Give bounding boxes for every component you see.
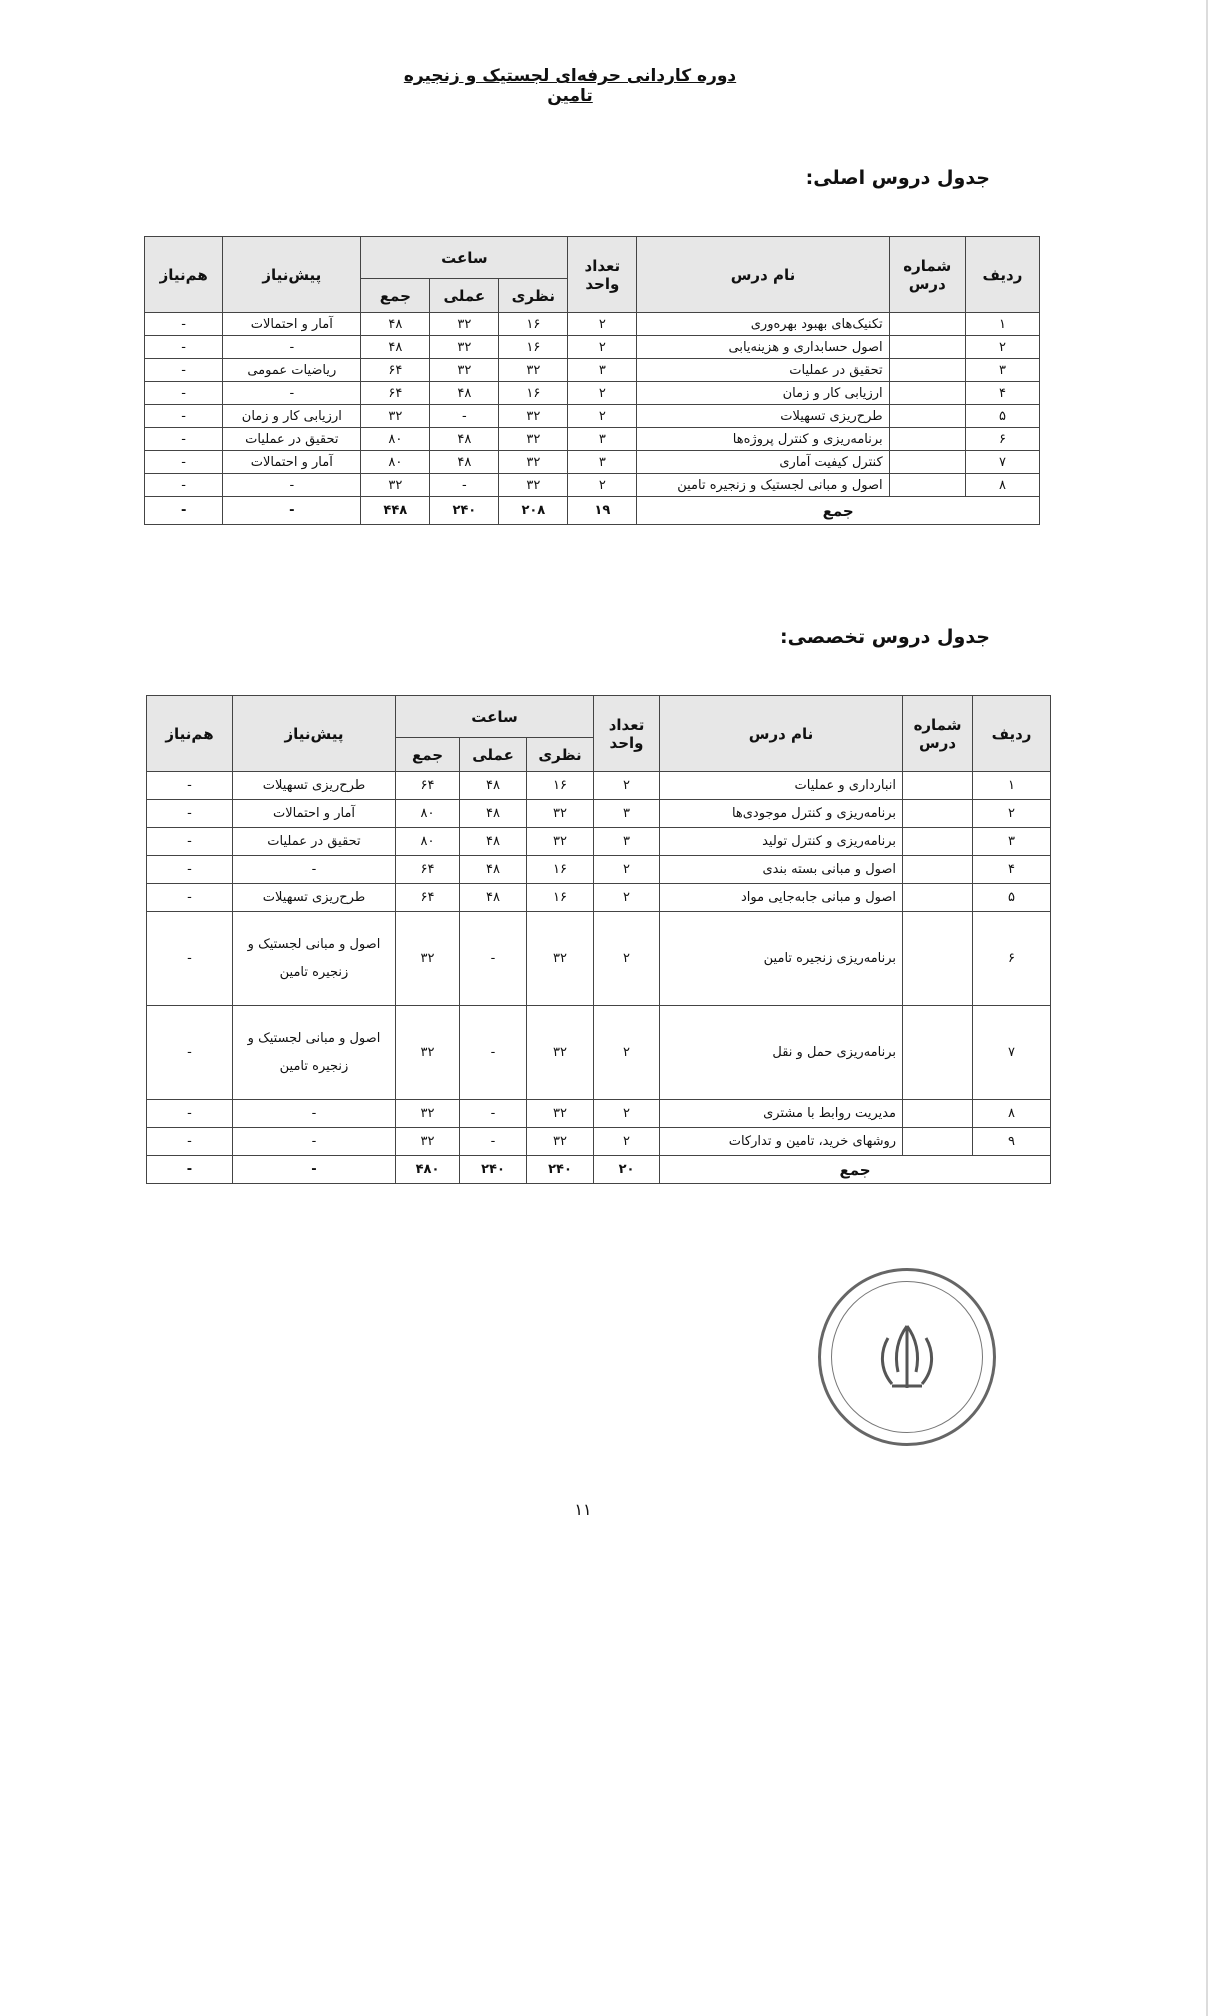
total-hours-cell: ۴۸۰ xyxy=(396,1156,460,1184)
course-code-cell xyxy=(889,313,965,336)
table-row xyxy=(147,1006,1051,1100)
total-hours-cell: ۶۴ xyxy=(396,772,460,800)
theory-hours-cell: ۱۶ xyxy=(499,336,568,359)
table-row xyxy=(145,428,1040,451)
total-theory-cell: ۲۰۸ xyxy=(499,497,568,525)
course-code-cell xyxy=(889,359,965,382)
row-number-cell: ۳ xyxy=(965,359,1039,382)
prerequisite-cell: - xyxy=(233,1128,396,1156)
prerequisite-cell: - xyxy=(223,474,361,497)
units-cell: ۲ xyxy=(568,336,637,359)
total-hours-cell: ۴۸ xyxy=(361,336,430,359)
units-cell: ۳ xyxy=(568,359,637,382)
prerequisite-cell: - xyxy=(233,856,396,884)
course-code-cell xyxy=(903,912,973,1006)
main-courses-body xyxy=(145,313,1040,525)
corequisite-cell: - xyxy=(145,382,223,405)
theory-hours-cell: ۳۲ xyxy=(527,1128,594,1156)
table-row xyxy=(147,884,1051,912)
header-hours: ساعت xyxy=(396,696,594,738)
row-number-cell: ۱ xyxy=(973,772,1051,800)
corequisite-cell: - xyxy=(145,451,223,474)
prerequisite-cell: تحقیق در عملیات xyxy=(233,828,396,856)
header-course-name: نام درس xyxy=(637,237,889,313)
corequisite-cell: - xyxy=(147,1128,233,1156)
total-units-cell: ۲۰ xyxy=(594,1156,660,1184)
units-cell: ۲ xyxy=(568,474,637,497)
units-cell: ۲ xyxy=(568,382,637,405)
course-code-cell xyxy=(903,1100,973,1128)
units-cell: ۲ xyxy=(594,856,660,884)
practical-hours-cell: ۴۸ xyxy=(460,772,527,800)
theory-hours-cell: ۳۲ xyxy=(527,800,594,828)
row-number-cell: ۲ xyxy=(973,800,1051,828)
corequisite-cell: - xyxy=(145,313,223,336)
practical-hours-cell: ۴۸ xyxy=(430,382,499,405)
course-code-cell xyxy=(889,405,965,428)
course-code-cell xyxy=(889,382,965,405)
header-theory: نظری xyxy=(499,279,568,313)
corequisite-cell: - xyxy=(145,474,223,497)
theory-hours-cell: ۳۲ xyxy=(499,359,568,382)
prerequisite-cell: ارزیابی کار و زمان xyxy=(223,405,361,428)
course-code-cell xyxy=(903,772,973,800)
total-corequisite-cell: - xyxy=(145,497,223,525)
units-cell: ۲ xyxy=(594,884,660,912)
header-corequisite: هم‌نیاز xyxy=(145,237,223,313)
course-name-cell: برنامه‌ریزی و کنترل پروژه‌ها xyxy=(637,428,889,451)
theory-hours-cell: ۳۲ xyxy=(499,451,568,474)
table-row xyxy=(147,1128,1051,1156)
prerequisite-cell: تحقیق در عملیات xyxy=(223,428,361,451)
prerequisite-cell: اصول و مبانی لجستیک و زنجیره تامین xyxy=(233,912,396,1006)
prerequisite-cell: طرح‌ریزی تسهیلات xyxy=(233,772,396,800)
table-header-row xyxy=(145,237,1040,279)
header-prerequisite: پیش‌نیاز xyxy=(233,696,396,772)
total-hours-cell: ۶۴ xyxy=(396,856,460,884)
table-row xyxy=(147,828,1051,856)
units-cell: ۲ xyxy=(594,1128,660,1156)
table-row xyxy=(145,474,1040,497)
special-courses-table xyxy=(146,695,1051,1184)
corequisite-cell: - xyxy=(145,405,223,428)
theory-hours-cell: ۳۲ xyxy=(499,428,568,451)
practical-hours-cell: - xyxy=(460,912,527,1006)
practical-hours-cell: - xyxy=(460,1006,527,1100)
units-cell: ۳ xyxy=(568,451,637,474)
course-code-cell xyxy=(903,884,973,912)
prerequisite-cell: آمار و احتمالات xyxy=(223,313,361,336)
course-name-cell: برنامه‌ریزی و کنترل موجودی‌ها xyxy=(660,800,903,828)
theory-hours-cell: ۱۶ xyxy=(527,884,594,912)
row-number-cell: ۴ xyxy=(973,856,1051,884)
row-number-cell: ۶ xyxy=(973,912,1051,1006)
practical-hours-cell: ۴۸ xyxy=(460,856,527,884)
total-hours-cell: ۶۴ xyxy=(361,382,430,405)
page-edge-line xyxy=(1206,0,1208,2016)
course-name-cell: طرح‌ریزی تسهیلات xyxy=(637,405,889,428)
total-hours-cell: ۶۴ xyxy=(361,359,430,382)
corequisite-cell: - xyxy=(147,800,233,828)
table-row xyxy=(145,336,1040,359)
header-practical: عملی xyxy=(460,738,527,772)
header-hours: ساعت xyxy=(361,237,568,279)
header-theory: نظری xyxy=(527,738,594,772)
header-units: تعداد واحد xyxy=(594,696,660,772)
table-total-row xyxy=(147,1156,1051,1184)
header-units: تعداد واحد xyxy=(568,237,637,313)
course-name-cell: کنترل کیفیت آماری xyxy=(637,451,889,474)
prerequisite-cell: - xyxy=(223,382,361,405)
course-name-cell: مدیریت روابط با مشتری xyxy=(660,1100,903,1128)
header-practical: عملی xyxy=(430,279,499,313)
total-label-cell: جمع xyxy=(637,497,1040,525)
theory-hours-cell: ۳۲ xyxy=(499,405,568,428)
corequisite-cell: - xyxy=(147,912,233,1006)
page-title: دوره کاردانی حرفه‌ای لجستیک و زنجیره تامین xyxy=(403,66,737,106)
main-courses-title: جدول دروس اصلی: xyxy=(805,167,990,189)
row-number-cell: ۴ xyxy=(965,382,1039,405)
corequisite-cell: - xyxy=(145,428,223,451)
theory-hours-cell: ۳۲ xyxy=(527,912,594,1006)
table-row xyxy=(145,313,1040,336)
course-name-cell: برنامه‌ریزی زنجیره تامین xyxy=(660,912,903,1006)
table-row xyxy=(145,405,1040,428)
header-corequisite: هم‌نیاز xyxy=(147,696,233,772)
corequisite-cell: - xyxy=(147,1100,233,1128)
prerequisite-cell: طرح‌ریزی تسهیلات xyxy=(233,884,396,912)
header-course-name: نام درس xyxy=(660,696,903,772)
course-name-cell: تحقیق در عملیات xyxy=(637,359,889,382)
course-name-cell: اصول حسابداری و هزینه‌یابی xyxy=(637,336,889,359)
header-sum: جمع xyxy=(361,279,430,313)
table-row xyxy=(147,800,1051,828)
course-name-cell: روشهای خرید، تامین و تدارکات xyxy=(660,1128,903,1156)
corequisite-cell: - xyxy=(147,1006,233,1100)
units-cell: ۲ xyxy=(568,405,637,428)
corequisite-cell: - xyxy=(147,828,233,856)
total-hours-cell: ۳۲ xyxy=(361,474,430,497)
table-row xyxy=(147,912,1051,1006)
table-row xyxy=(145,451,1040,474)
prerequisite-cell: اصول و مبانی لجستیک و زنجیره تامین xyxy=(233,1006,396,1100)
practical-hours-cell: ۴۸ xyxy=(430,428,499,451)
total-practical-cell: ۲۴۰ xyxy=(430,497,499,525)
total-hours-cell: ۴۴۸ xyxy=(361,497,430,525)
corequisite-cell: - xyxy=(145,359,223,382)
page-number: ۱۱ xyxy=(574,1500,592,1519)
course-name-cell: انبارداری و عملیات xyxy=(660,772,903,800)
row-number-cell: ۸ xyxy=(965,474,1039,497)
total-label-cell: جمع xyxy=(660,1156,1051,1184)
course-code-cell xyxy=(889,474,965,497)
prerequisite-cell: آمار و احتمالات xyxy=(223,451,361,474)
table-row xyxy=(145,359,1040,382)
row-number-cell: ۵ xyxy=(973,884,1051,912)
practical-hours-cell: - xyxy=(460,1100,527,1128)
total-hours-cell: ۳۲ xyxy=(396,912,460,1006)
table-total-row xyxy=(145,497,1040,525)
course-code-cell xyxy=(903,1128,973,1156)
seal-emblem-icon xyxy=(818,1268,996,1446)
row-number-cell: ۵ xyxy=(965,405,1039,428)
practical-hours-cell: ۴۸ xyxy=(460,800,527,828)
course-name-cell: اصول و مبانی جابه‌جایی مواد xyxy=(660,884,903,912)
course-name-cell: تکنیک‌های بهبود بهره‌وری xyxy=(637,313,889,336)
row-number-cell: ۷ xyxy=(973,1006,1051,1100)
course-code-cell xyxy=(889,428,965,451)
practical-hours-cell: ۳۲ xyxy=(430,359,499,382)
total-hours-cell: ۸۰ xyxy=(361,451,430,474)
theory-hours-cell: ۳۲ xyxy=(499,474,568,497)
header-row-no: ردیف xyxy=(965,237,1039,313)
course-code-cell xyxy=(889,451,965,474)
total-hours-cell: ۸۰ xyxy=(396,828,460,856)
prerequisite-cell: ریاضیات عمومی xyxy=(223,359,361,382)
practical-hours-cell: - xyxy=(430,405,499,428)
total-hours-cell: ۶۴ xyxy=(396,884,460,912)
units-cell: ۳ xyxy=(568,428,637,451)
theory-hours-cell: ۱۶ xyxy=(499,313,568,336)
total-units-cell: ۱۹ xyxy=(568,497,637,525)
header-prerequisite: پیش‌نیاز xyxy=(223,237,361,313)
total-hours-cell: ۳۲ xyxy=(396,1128,460,1156)
total-prerequisite-cell: - xyxy=(223,497,361,525)
row-number-cell: ۳ xyxy=(973,828,1051,856)
course-code-cell xyxy=(903,1006,973,1100)
total-hours-cell: ۳۲ xyxy=(361,405,430,428)
total-theory-cell: ۲۴۰ xyxy=(527,1156,594,1184)
units-cell: ۳ xyxy=(594,800,660,828)
header-sum: جمع xyxy=(396,738,460,772)
header-course-code: شماره درس xyxy=(903,696,973,772)
total-hours-cell: ۸۰ xyxy=(396,800,460,828)
table-row xyxy=(147,1100,1051,1128)
special-courses-title: جدول دروس تخصصی: xyxy=(779,626,990,648)
course-code-cell xyxy=(903,828,973,856)
course-code-cell xyxy=(903,856,973,884)
table-header-row xyxy=(147,696,1051,738)
header-course-code: شماره درس xyxy=(889,237,965,313)
prerequisite-cell: - xyxy=(233,1100,396,1128)
row-number-cell: ۲ xyxy=(965,336,1039,359)
table-row xyxy=(147,856,1051,884)
practical-hours-cell: - xyxy=(460,1128,527,1156)
total-practical-cell: ۲۴۰ xyxy=(460,1156,527,1184)
table-row xyxy=(147,772,1051,800)
course-name-cell: برنامه‌ریزی حمل و نقل xyxy=(660,1006,903,1100)
total-hours-cell: ۴۸ xyxy=(361,313,430,336)
units-cell: ۲ xyxy=(594,1006,660,1100)
corequisite-cell: - xyxy=(147,772,233,800)
row-number-cell: ۶ xyxy=(965,428,1039,451)
practical-hours-cell: - xyxy=(430,474,499,497)
course-name-cell: اصول و مبانی لجستیک و زنجیره تامین xyxy=(637,474,889,497)
theory-hours-cell: ۳۲ xyxy=(527,1006,594,1100)
prerequisite-cell: - xyxy=(223,336,361,359)
row-number-cell: ۱ xyxy=(965,313,1039,336)
total-corequisite-cell: - xyxy=(147,1156,233,1184)
prerequisite-cell: آمار و احتمالات xyxy=(233,800,396,828)
ministry-seal xyxy=(818,1268,996,1446)
special-courses-body xyxy=(147,772,1051,1184)
total-prerequisite-cell: - xyxy=(233,1156,396,1184)
units-cell: ۲ xyxy=(568,313,637,336)
total-hours-cell: ۳۲ xyxy=(396,1006,460,1100)
theory-hours-cell: ۱۶ xyxy=(499,382,568,405)
units-cell: ۲ xyxy=(594,912,660,1006)
practical-hours-cell: ۴۸ xyxy=(460,884,527,912)
units-cell: ۳ xyxy=(594,828,660,856)
header-row-no: ردیف xyxy=(973,696,1051,772)
practical-hours-cell: ۳۲ xyxy=(430,313,499,336)
total-hours-cell: ۳۲ xyxy=(396,1100,460,1128)
corequisite-cell: - xyxy=(145,336,223,359)
theory-hours-cell: ۱۶ xyxy=(527,856,594,884)
practical-hours-cell: ۴۸ xyxy=(460,828,527,856)
course-code-cell xyxy=(903,800,973,828)
theory-hours-cell: ۳۲ xyxy=(527,828,594,856)
course-name-cell: ارزیابی کار و زمان xyxy=(637,382,889,405)
row-number-cell: ۷ xyxy=(965,451,1039,474)
theory-hours-cell: ۳۲ xyxy=(527,1100,594,1128)
course-name-cell: اصول و مبانی بسته بندی xyxy=(660,856,903,884)
row-number-cell: ۸ xyxy=(973,1100,1051,1128)
total-hours-cell: ۸۰ xyxy=(361,428,430,451)
table-row xyxy=(145,382,1040,405)
units-cell: ۲ xyxy=(594,772,660,800)
corequisite-cell: - xyxy=(147,884,233,912)
corequisite-cell: - xyxy=(147,856,233,884)
units-cell: ۲ xyxy=(594,1100,660,1128)
practical-hours-cell: ۳۲ xyxy=(430,336,499,359)
theory-hours-cell: ۱۶ xyxy=(527,772,594,800)
course-code-cell xyxy=(889,336,965,359)
row-number-cell: ۹ xyxy=(973,1128,1051,1156)
practical-hours-cell: ۴۸ xyxy=(430,451,499,474)
course-name-cell: برنامه‌ریزی و کنترل تولید xyxy=(660,828,903,856)
main-courses-table xyxy=(144,236,1040,525)
